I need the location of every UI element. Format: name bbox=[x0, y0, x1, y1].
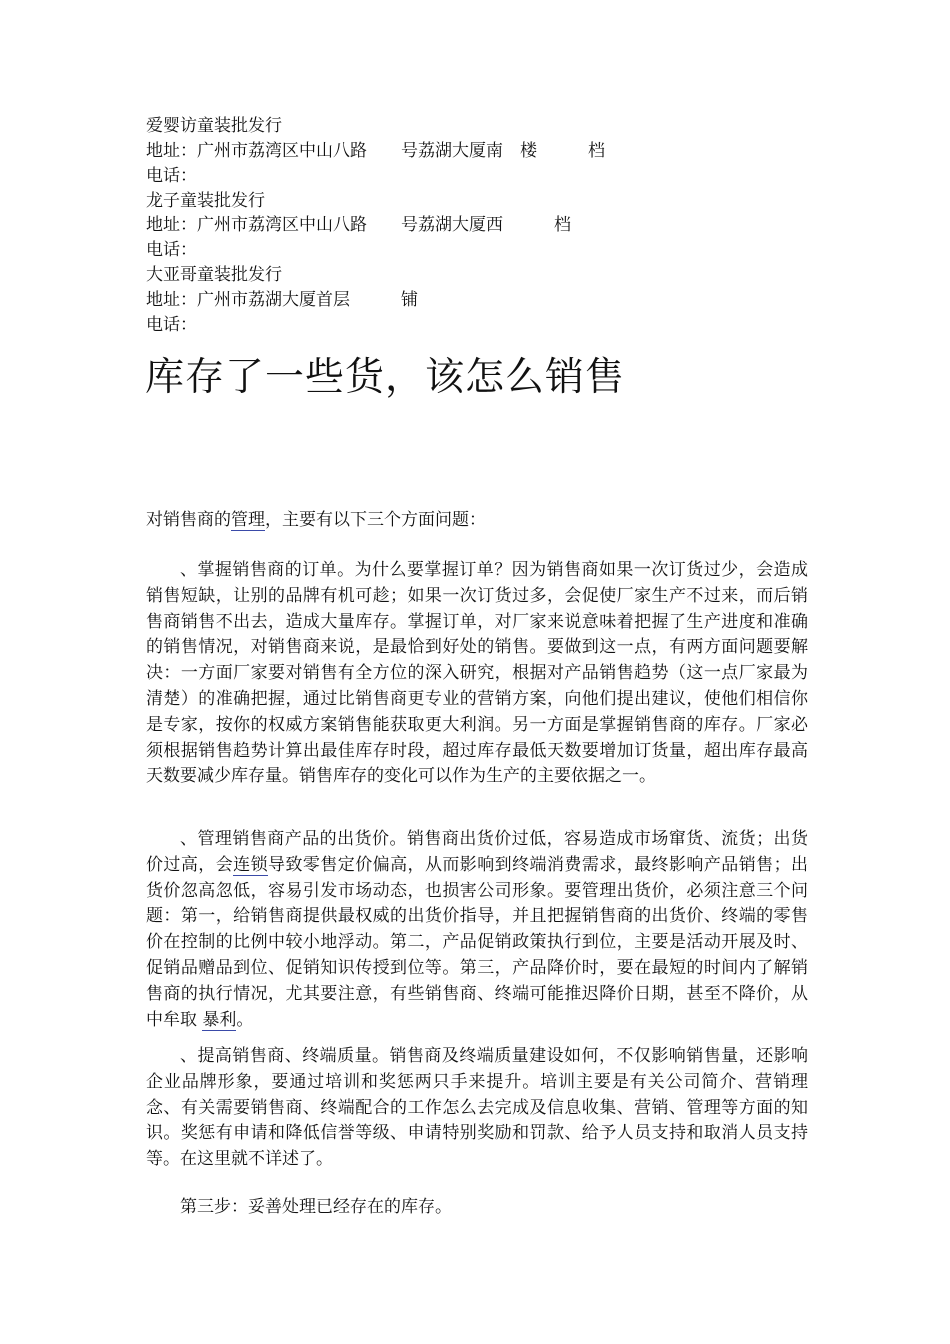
shop-2-phone: 电话： bbox=[146, 240, 197, 260]
shop-3-phone: 电话： bbox=[146, 315, 197, 335]
step-three-text: 第三步：妥善处理已经存在的库存。 bbox=[180, 1197, 452, 1217]
shop-3-address: 地址：广州市荔湖大厦首层 铺 bbox=[146, 290, 418, 310]
paragraph-orders-text: 、掌握销售商的订单。为什么要掌握订单？因为销售商如果一次订货过少，会造成销售短缺，让别的品牌有机可趁；如果一次订货过多，会促使厂家生产不过来，而后销售商销售不出去，造成大量库存。掌握订单，对厂家来说意味着把握了生产进度和准确的销售情况，对销售商来说，是最恰到好处的销售。要做到这一点，有两方面问题要解决：一方面厂家要对销售有全方位的深入研究，根据对产品销售趋势（这一点厂家最为清楚）的准确把握，通过比销售商更专业的营销方案，向他们提出建议，使他们相信你是专家，按你的权威方案销售能获取更大利润。另一方面是掌握销售商的库存。厂家必须根据销售趋势计算出最佳库存时段，超过库存最低天数要增加订货量，超出库存最高天数要减少库存量。销售库存的变化可以作为生产的主要依据之一。 bbox=[146, 560, 808, 787]
paragraph-quality-text: 、提高销售商、终端质量。销售商及终端质量建设如何，不仅影响销售量，还影响企业品牌形象，要通过培训和奖惩两只手来提升。培训主要是有关公司简介、营销理念、有关需要销售商、终端配合的工作怎么去完成及信息收集、营销、管理等方面的知识。奖惩有申请和降低信誉等级、申请特别奖励和罚款、给予人员支持和取消人员支持等。在这里就不详述了。 bbox=[146, 1046, 808, 1170]
intro-text-before: 对销售商的 bbox=[146, 510, 231, 530]
article-title: 库存了一些货，该怎么销售 bbox=[145, 355, 626, 400]
pricing-text-a: 、管理销售商产品的出货价。销售商出货价过低，容易造成市场窜货、流货；出货价过高，会 bbox=[146, 829, 808, 875]
shop-2-name: 龙子童装批发行 bbox=[146, 191, 265, 211]
pricing-text-c: 。 bbox=[236, 1009, 254, 1030]
management-link[interactable]: 管理 bbox=[231, 510, 265, 530]
paragraph-quality bbox=[146, 1044, 808, 1173]
paragraph-orders bbox=[146, 558, 808, 790]
shop-1-name: 爱婴访童装批发行 bbox=[146, 116, 282, 136]
pricing-text-b: 导致零售定价偏高，从而影响到终端消费需求，最终影响产品销售；出货价忽高忽低，容易引发市场动态，也损害公司形象。要管理出货价，必须注意三个问题：第一，给销售商提供最权威的出货价指导，并且把握销售商的出货价、终端的零售价在控制的比例中较小地浮动。第二，产品促销政策执行到位，主要是活动开展及时、促销品赠品到位、促销知识传授到位等。第三，产品降价时，要在最短的时间内了解销售商的执行情况，尤其要注意，有些销售商、终端可能推迟降价日期，甚至不降价，从中牟取 bbox=[146, 854, 809, 1030]
shop-2-address: 地址：广州市荔湾区中山八路 号荔湖大厦西 档 bbox=[146, 215, 571, 235]
chain-link[interactable]: 连锁 bbox=[233, 854, 269, 875]
shop-1-address: 地址：广州市荔湾区中山八路 号荔湖大厦南 楼 档 bbox=[146, 141, 605, 161]
intro-text-after: ，主要有以下三个方面问题： bbox=[265, 510, 486, 530]
profiteering-link[interactable]: 暴利 bbox=[202, 1009, 237, 1030]
paragraph-pricing bbox=[146, 827, 808, 1033]
article-intro bbox=[146, 508, 808, 534]
paragraph-step-three bbox=[146, 1195, 808, 1221]
shop-3-name: 大亚哥童装批发行 bbox=[146, 265, 282, 285]
shop-1-phone: 电话： bbox=[146, 166, 197, 186]
